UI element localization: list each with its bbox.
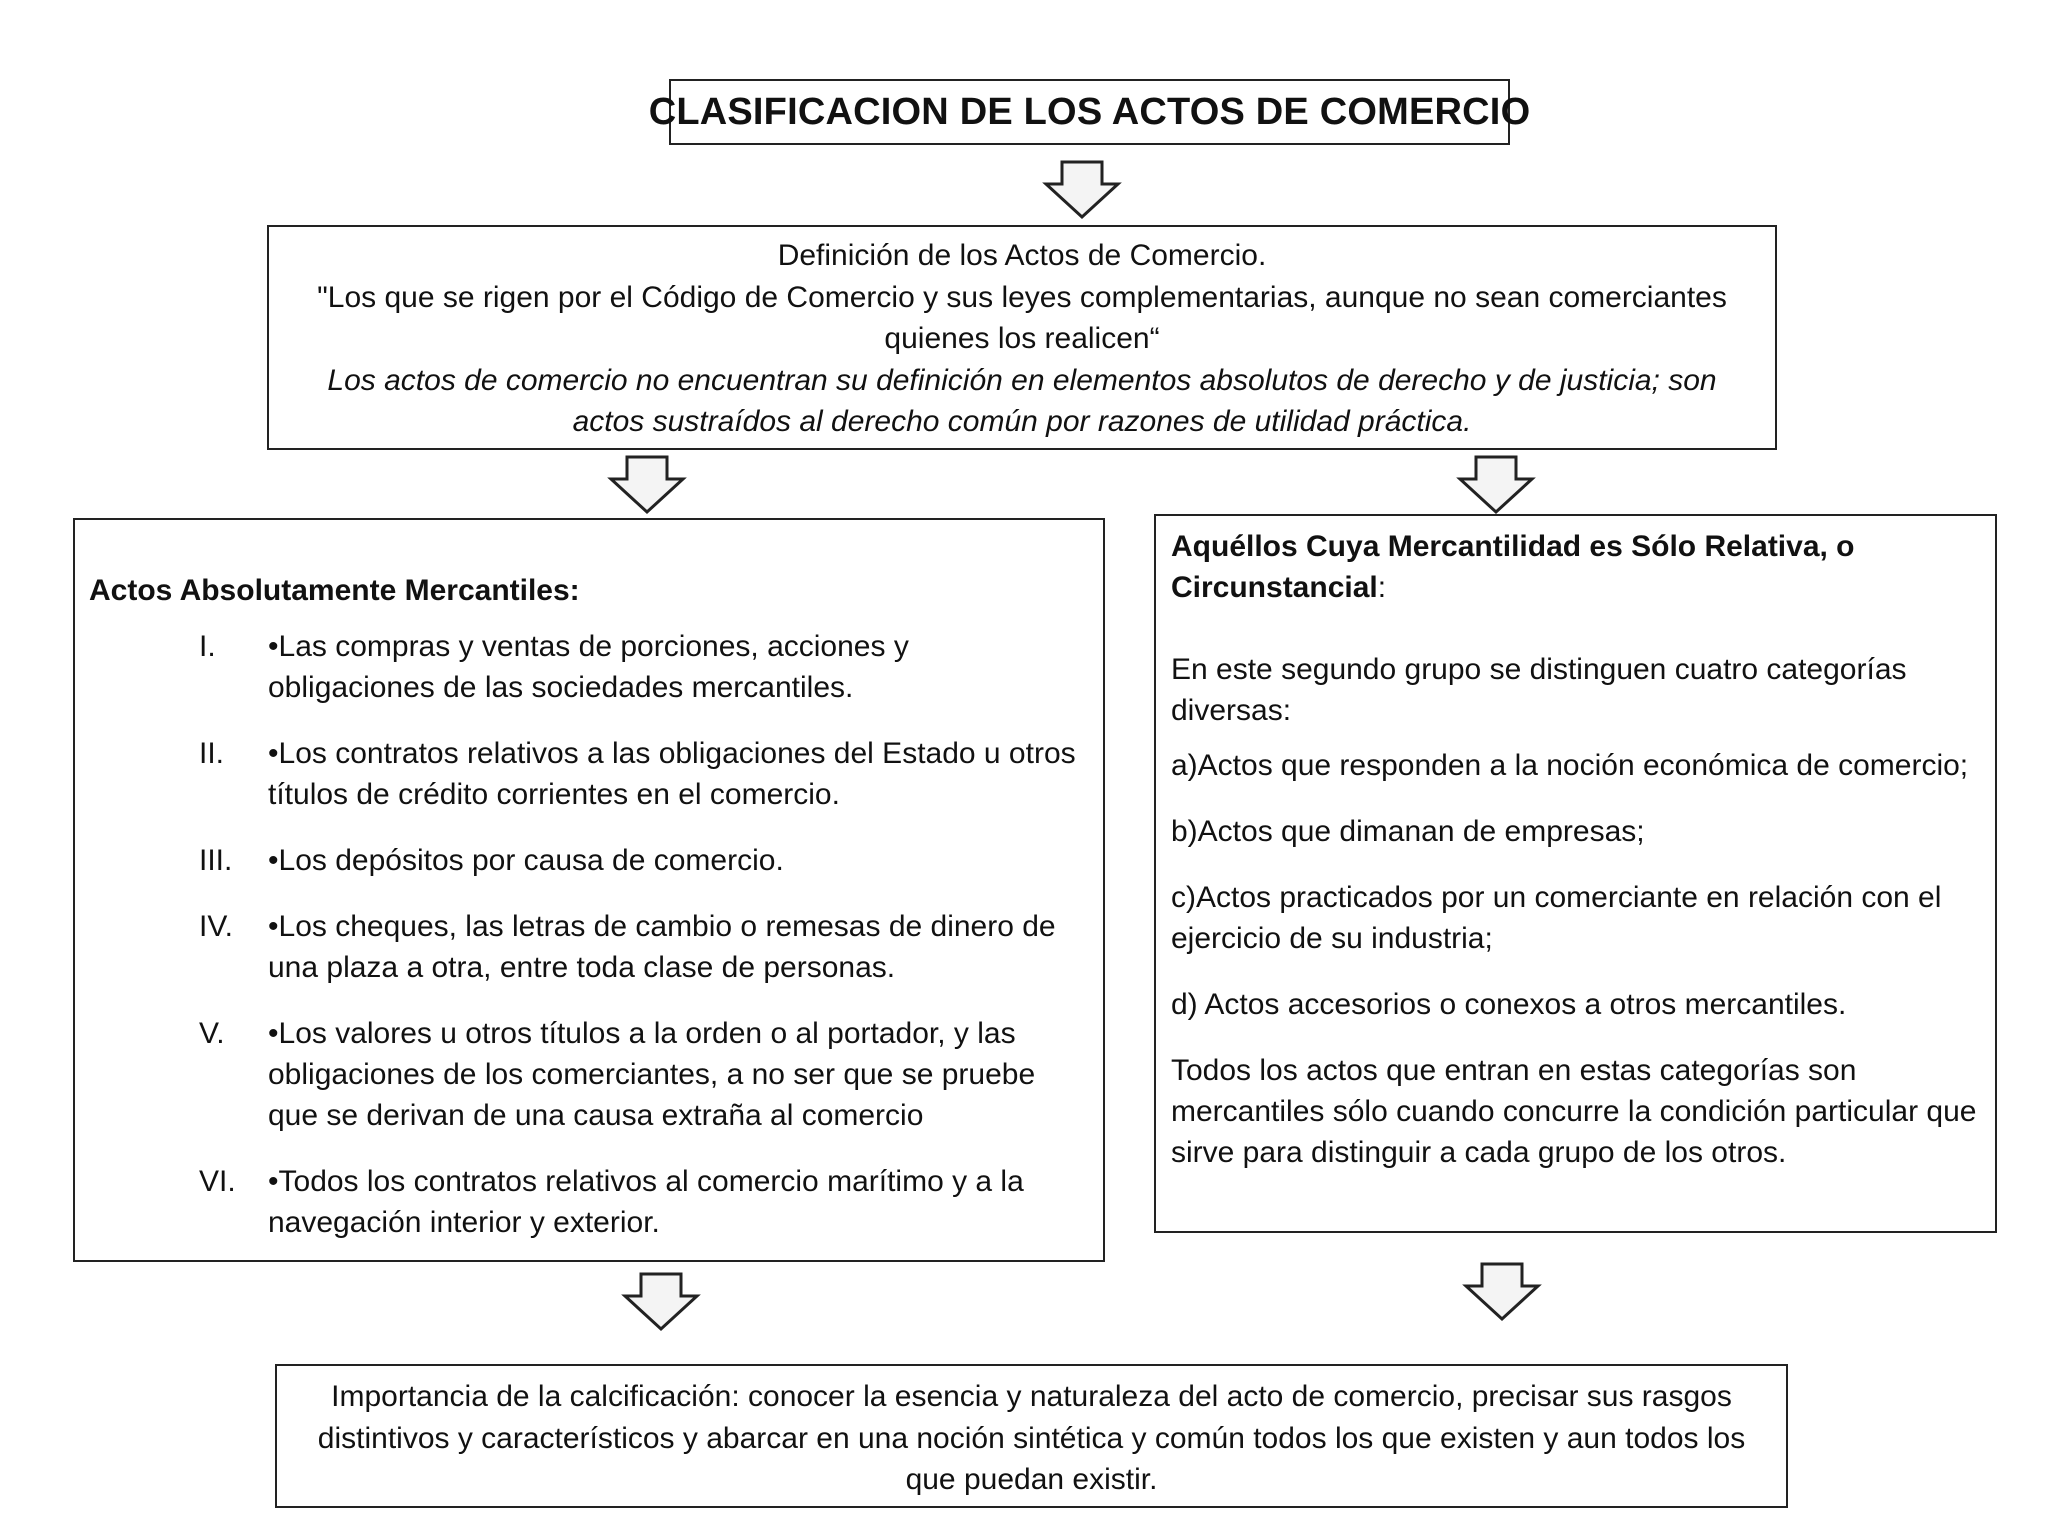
list-item	[89, 1013, 1079, 1136]
absolute-acts-box	[73, 518, 1105, 1262]
item-number: V.	[199, 1017, 225, 1050]
definition-quote: "Los que se rigen por el Código de Comercio y sus leyes complementarias, aunque no sean comerciantes quienes los realicen“	[317, 280, 1727, 355]
item-text: •Los cheques, las letras de cambio o remesas de dinero de una plaza a otra, entre toda clase de personas.	[268, 910, 1056, 984]
list-item	[89, 626, 1079, 708]
item-text: •Los contratos relativos a las obligaciones del Estado u otros títulos de crédito corrientes en el comercio.	[268, 737, 1076, 811]
importance-text: Importancia de la calcificación: conocer la esencia y naturaleza del acto de comercio, precisar sus rasgos distintivos y característicos y abarcar en una noción sintética y común todos los que existen y aun todos los que puedan existir.	[317, 1380, 1746, 1496]
down-arrow-icon	[1456, 455, 1536, 515]
definition-box	[267, 225, 1777, 450]
title-box	[648, 79, 1531, 145]
down-arrow-icon	[1462, 1262, 1542, 1322]
definition-note: Los actos de comercio no encuentran su definición en elementos absolutos de derecho y de justicia; son actos sustraídos al derecho común por razones de utilidad práctica.	[327, 363, 1717, 438]
relative-acts-box	[1154, 514, 1997, 1233]
relative-closing: Todos los actos que entran en estas categorías son mercantiles sólo cuando concurre la condición particular que sirve para distinguir a cada grupo de los otros.	[1171, 1054, 1977, 1169]
down-arrow-icon	[1042, 160, 1122, 220]
item-text: •Todos los contratos relativos al comercio marítimo y a la navegación interior y exterior.	[268, 1165, 1024, 1239]
heading-colon: :	[1377, 571, 1387, 604]
diagram-title: CLASIFICACION DE LOS ACTOS DE COMERCIO	[648, 90, 1531, 133]
item-text: •Los depósitos por causa de comercio.	[268, 844, 784, 877]
item-number: VI.	[199, 1165, 236, 1198]
item-number: III.	[199, 844, 233, 877]
importance-box	[275, 1364, 1788, 1508]
relative-acts-heading-line	[1171, 526, 1979, 608]
list-item	[89, 733, 1079, 815]
category-item: a)Actos que responden a la noción económica de comercio;	[1171, 749, 1969, 782]
list-item	[89, 840, 1079, 881]
category-item: b)Actos que dimanan de empresas;	[1171, 815, 1645, 848]
down-arrow-icon	[621, 1272, 701, 1332]
relative-acts-heading: Aquéllos Cuya Mercantilidad es Sólo Relativa, o Circunstancial	[1171, 530, 1855, 604]
list-item	[89, 1161, 1079, 1243]
down-arrow-icon	[607, 455, 687, 515]
item-text: •Los valores u otros títulos a la orden o al portador, y las obligaciones de los comerciantes, a no ser que se pruebe que se derivan de una causa extraña al comercio	[268, 1017, 1036, 1132]
category-item: d) Actos accesorios o conexos a otros mercantiles.	[1171, 988, 1847, 1021]
definition-heading: Definición de los Actos de Comercio.	[777, 239, 1267, 272]
item-number: II.	[199, 737, 225, 770]
item-number: I.	[199, 630, 216, 663]
item-number: IV.	[199, 910, 233, 943]
absolute-acts-heading: Actos Absolutamente Mercantiles:	[89, 574, 580, 607]
item-text: •Las compras y ventas de porciones, acciones y obligaciones de las sociedades mercantiles.	[268, 630, 909, 704]
relative-intro: En este segundo grupo se distinguen cuatro categorías diversas:	[1171, 653, 1907, 727]
category-item: c)Actos practicados por un comerciante en relación con el ejercicio de su industria;	[1171, 881, 1942, 955]
list-item	[89, 906, 1079, 988]
